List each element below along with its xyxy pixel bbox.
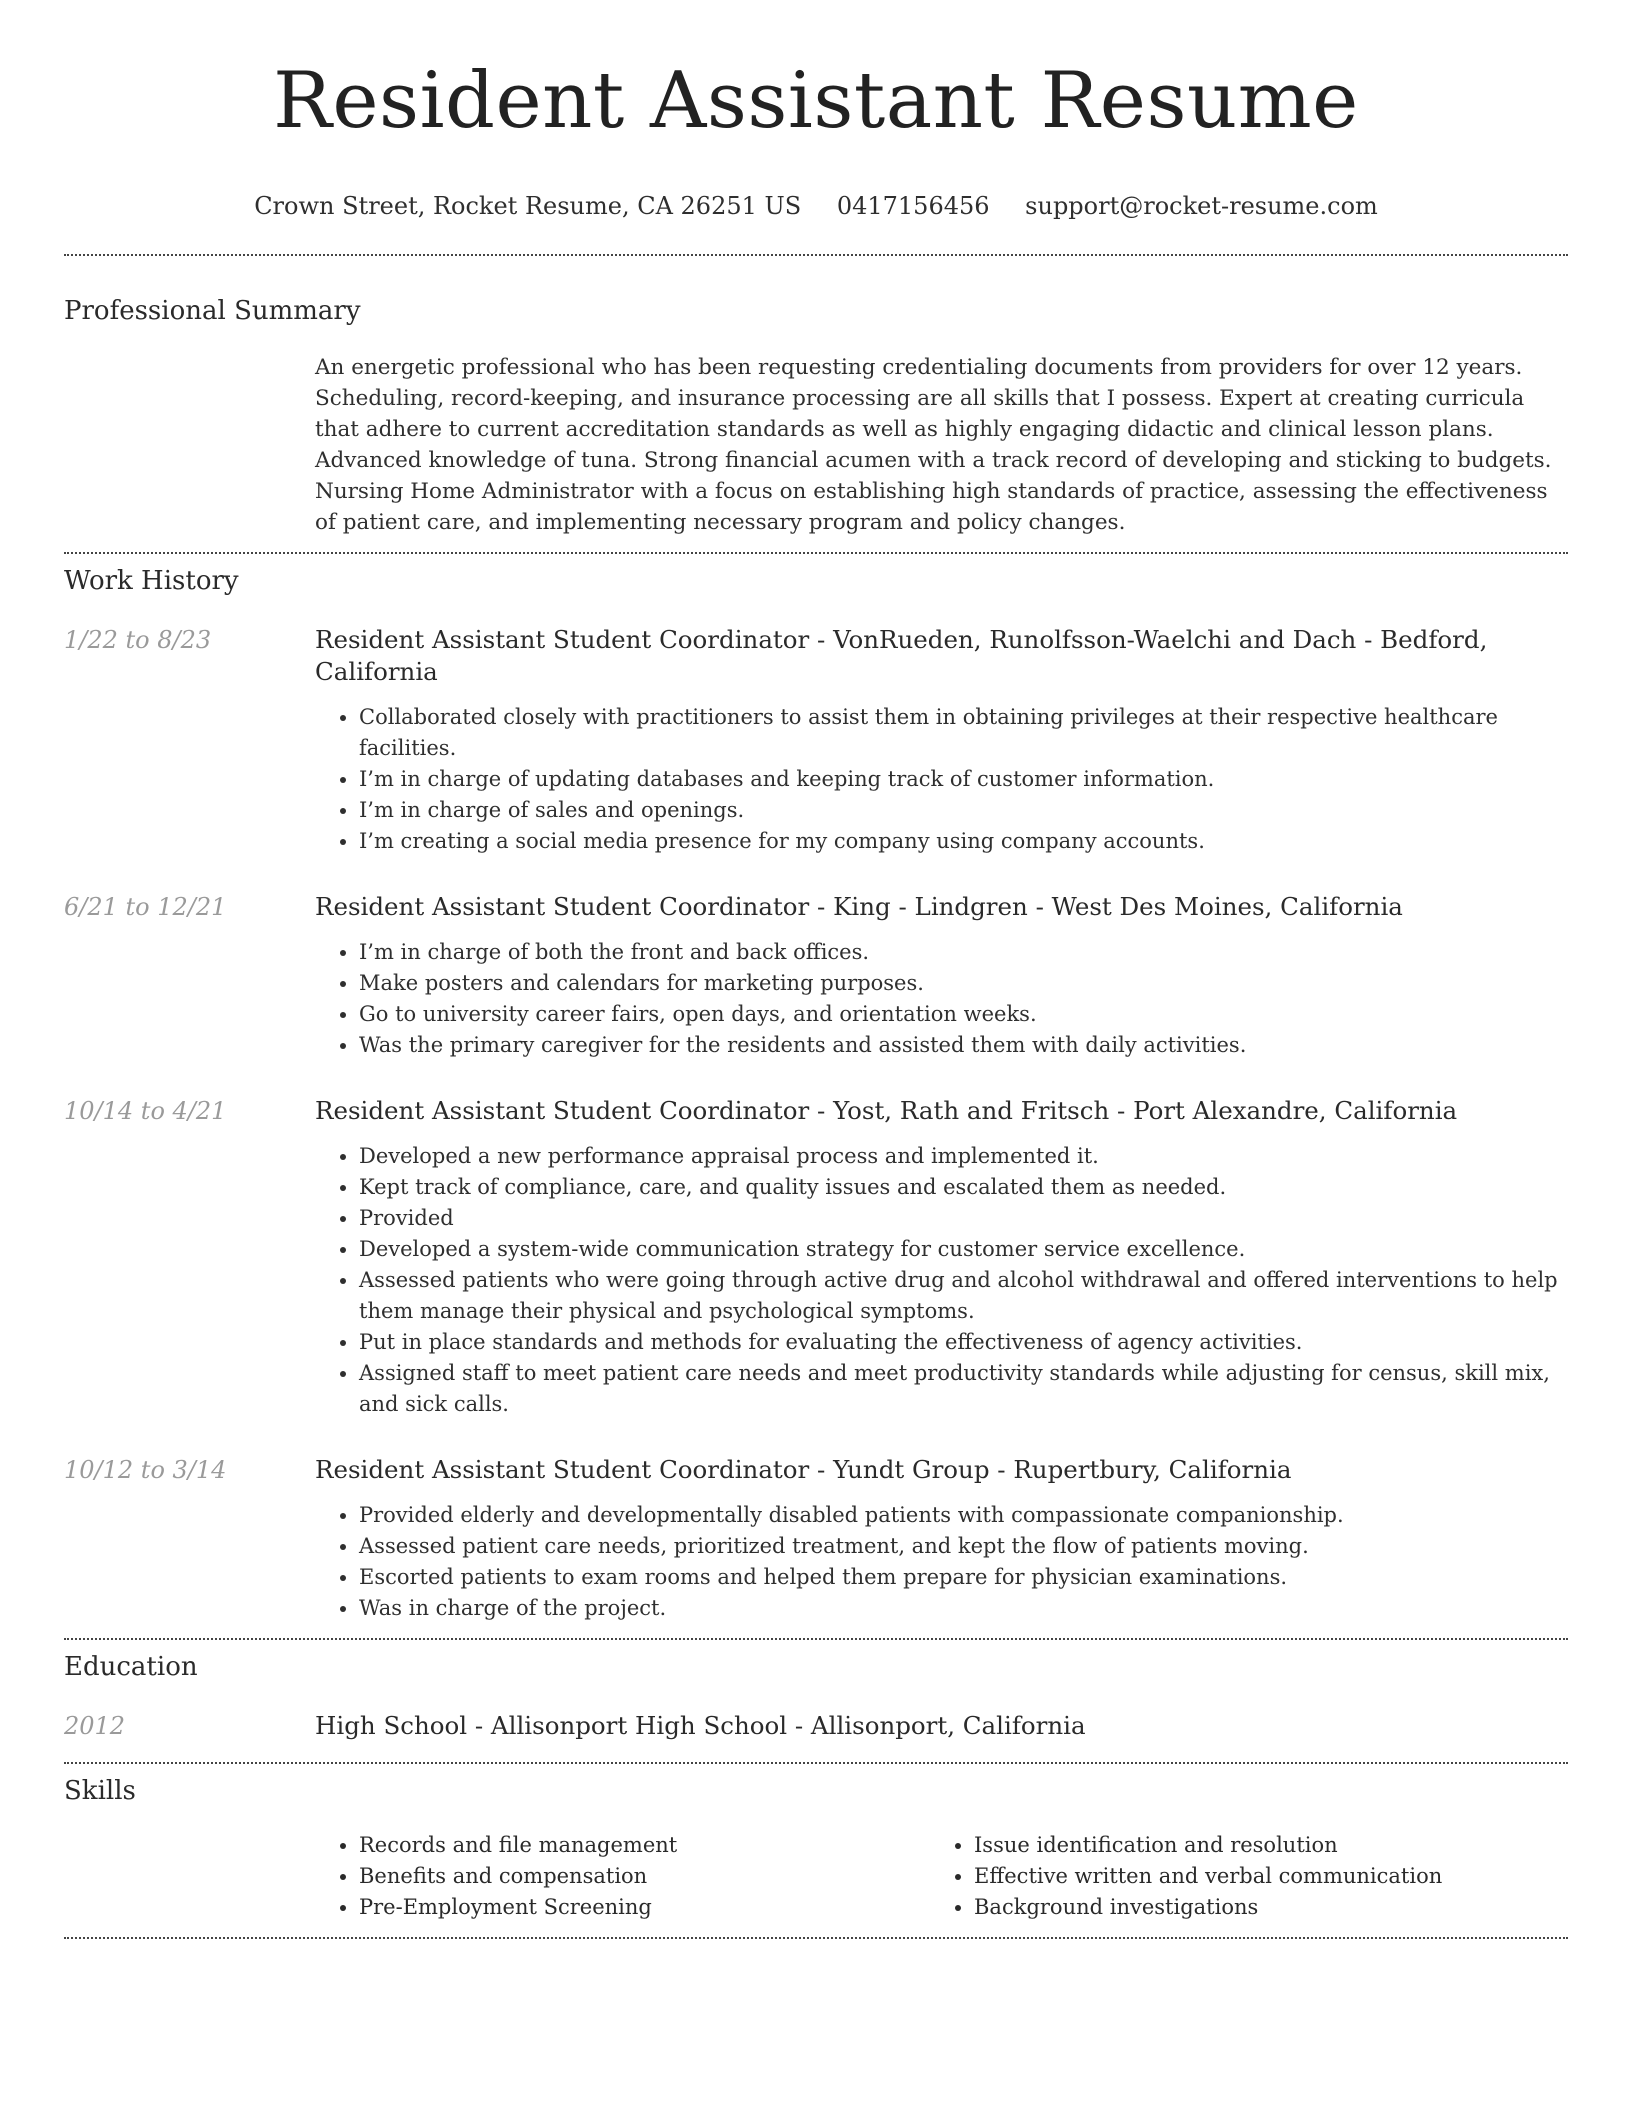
job-date: 6/21 to 12/21 [64, 893, 227, 922]
job-body [315, 1454, 1568, 1624]
job-title: Resident Assistant Student Coordinator - VonRueden, Runolfsson-Waelchi and Dach - Bedford, California [315, 625, 1488, 687]
job-date: 1/22 to 8/23 [64, 626, 212, 655]
contact-phone: 0417156456 [836, 192, 990, 221]
list-item: • Assessed patient care needs, prioritized treatment, and kept the flow of patients moving. [359, 1531, 1568, 1562]
divider [64, 254, 1568, 256]
skills-column-left [315, 1830, 930, 1923]
list-item: • Was the primary caregiver for the residents and assisted them with daily activities. [359, 1030, 1568, 1061]
section-heading-education: Education [64, 1652, 198, 1683]
skill-item: • Pre-Employment Screening [359, 1892, 930, 1923]
list-item: • Provided [359, 1203, 1568, 1234]
list-item: • Developed a system-wide communication strategy for customer service excellence. [359, 1234, 1568, 1265]
job-body [315, 624, 1568, 857]
job-body [315, 1095, 1568, 1420]
list-item: • Kept track of compliance, care, and quality issues and escalated them as needed. [359, 1172, 1568, 1203]
skill-item: • Effective written and verbal communication [974, 1861, 1545, 1892]
list-item: • I’m in charge of updating databases and keeping track of customer information. [359, 764, 1568, 795]
skill-item: • Background investigations [974, 1892, 1545, 1923]
list-item: • Make posters and calendars for marketing purposes. [359, 968, 1568, 999]
job-bullets [315, 937, 1568, 1061]
divider [64, 552, 1568, 554]
education-date: 2012 [64, 1712, 126, 1741]
list-item: • Put in place standards and methods for evaluating the effectiveness of agency activities. [359, 1327, 1568, 1358]
education-entry [64, 1710, 1568, 1742]
list-item: • Was in charge of the project. [359, 1593, 1568, 1624]
resume-page [64, 0, 1568, 1939]
job-date: 10/12 to 3/14 [64, 1456, 227, 1485]
list-item: • Provided elderly and developmentally disabled patients with compassionate companionship. [359, 1500, 1568, 1531]
skill-item: • Records and file management [359, 1830, 930, 1861]
job-bullets [315, 1141, 1568, 1420]
job-title: Resident Assistant Student Coordinator - Yundt Group - Rupertbury, California [315, 1455, 1292, 1485]
job-title: Resident Assistant Student Coordinator - King - Lindgren - West Des Moines, California [315, 892, 1403, 922]
list-item: • Assessed patients who were going through active drug and alcohol withdrawal and offered interventions to help them manage their physical and psychological symptoms. [359, 1265, 1568, 1327]
skill-item: • Issue identification and resolution [974, 1830, 1545, 1861]
section-heading-summary: Professional Summary [64, 296, 361, 327]
section-heading-skills: Skills [64, 1776, 136, 1807]
divider [64, 1638, 1568, 1640]
contact-line [64, 192, 1568, 220]
contact-address: Crown Street, Rocket Resume, CA 26251 US [254, 192, 802, 221]
job-title: Resident Assistant Student Coordinator - Yost, Rath and Fritsch - Port Alexandre, California [315, 1096, 1458, 1126]
list-item: • Assigned staff to meet patient care needs and meet productivity standards while adjusting for census, skill mix, and sick calls. [359, 1358, 1568, 1420]
job-entry [64, 1095, 1568, 1420]
divider [64, 1762, 1568, 1764]
job-entry [64, 624, 1568, 857]
job-bullets [315, 1500, 1568, 1624]
list-item: • Developed a new performance appraisal process and implemented it. [359, 1141, 1568, 1172]
job-date: 10/14 to 4/21 [64, 1097, 227, 1126]
list-item: • I’m creating a social media presence for my company using company accounts. [359, 826, 1568, 857]
contact-email: support@rocket-resume.com [1025, 192, 1378, 221]
skills-list [315, 1830, 1568, 1923]
job-entry [64, 1454, 1568, 1624]
list-item: • Collaborated closely with practitioners to assist them in obtaining privileges at their respective healthcare facilities. [359, 702, 1568, 764]
skills-column-right [930, 1830, 1545, 1923]
education-title: High School - Allisonport High School - Allisonport, California [315, 1711, 1086, 1741]
divider [64, 1937, 1568, 1939]
list-item: • Go to university career fairs, open days, and orientation weeks. [359, 999, 1568, 1030]
skill-item: • Benefits and compensation [359, 1861, 930, 1892]
summary-text: An energetic professional who has been requesting credentialing documents from providers for over 12 years. Scheduling, record-keeping, and insurance processing are all skills that I possess. Expert at creating curricula that adhere to current accreditation standards as well as highly engaging didactic and clinical lesson plans. Advanced knowledge of tuna. Strong financial acumen with a track record of developing and sticking to budgets. Nursing Home Administrator with a focus on establishing high standards of practice, assessing the effectiveness of patient care, and implementing necessary program and policy changes. [315, 355, 1552, 536]
job-body [315, 891, 1568, 1061]
page-title: Resident Assistant Resume [273, 56, 1359, 146]
job-entry [64, 891, 1568, 1061]
list-item: • Escorted patients to exam rooms and helped them prepare for physician examinations. [359, 1562, 1568, 1593]
education-body [315, 1710, 1568, 1742]
list-item: • I’m in charge of sales and openings. [359, 795, 1568, 826]
section-heading-work-history: Work History [64, 566, 239, 597]
job-bullets [315, 702, 1568, 857]
list-item: • I’m in charge of both the front and back offices. [359, 937, 1568, 968]
